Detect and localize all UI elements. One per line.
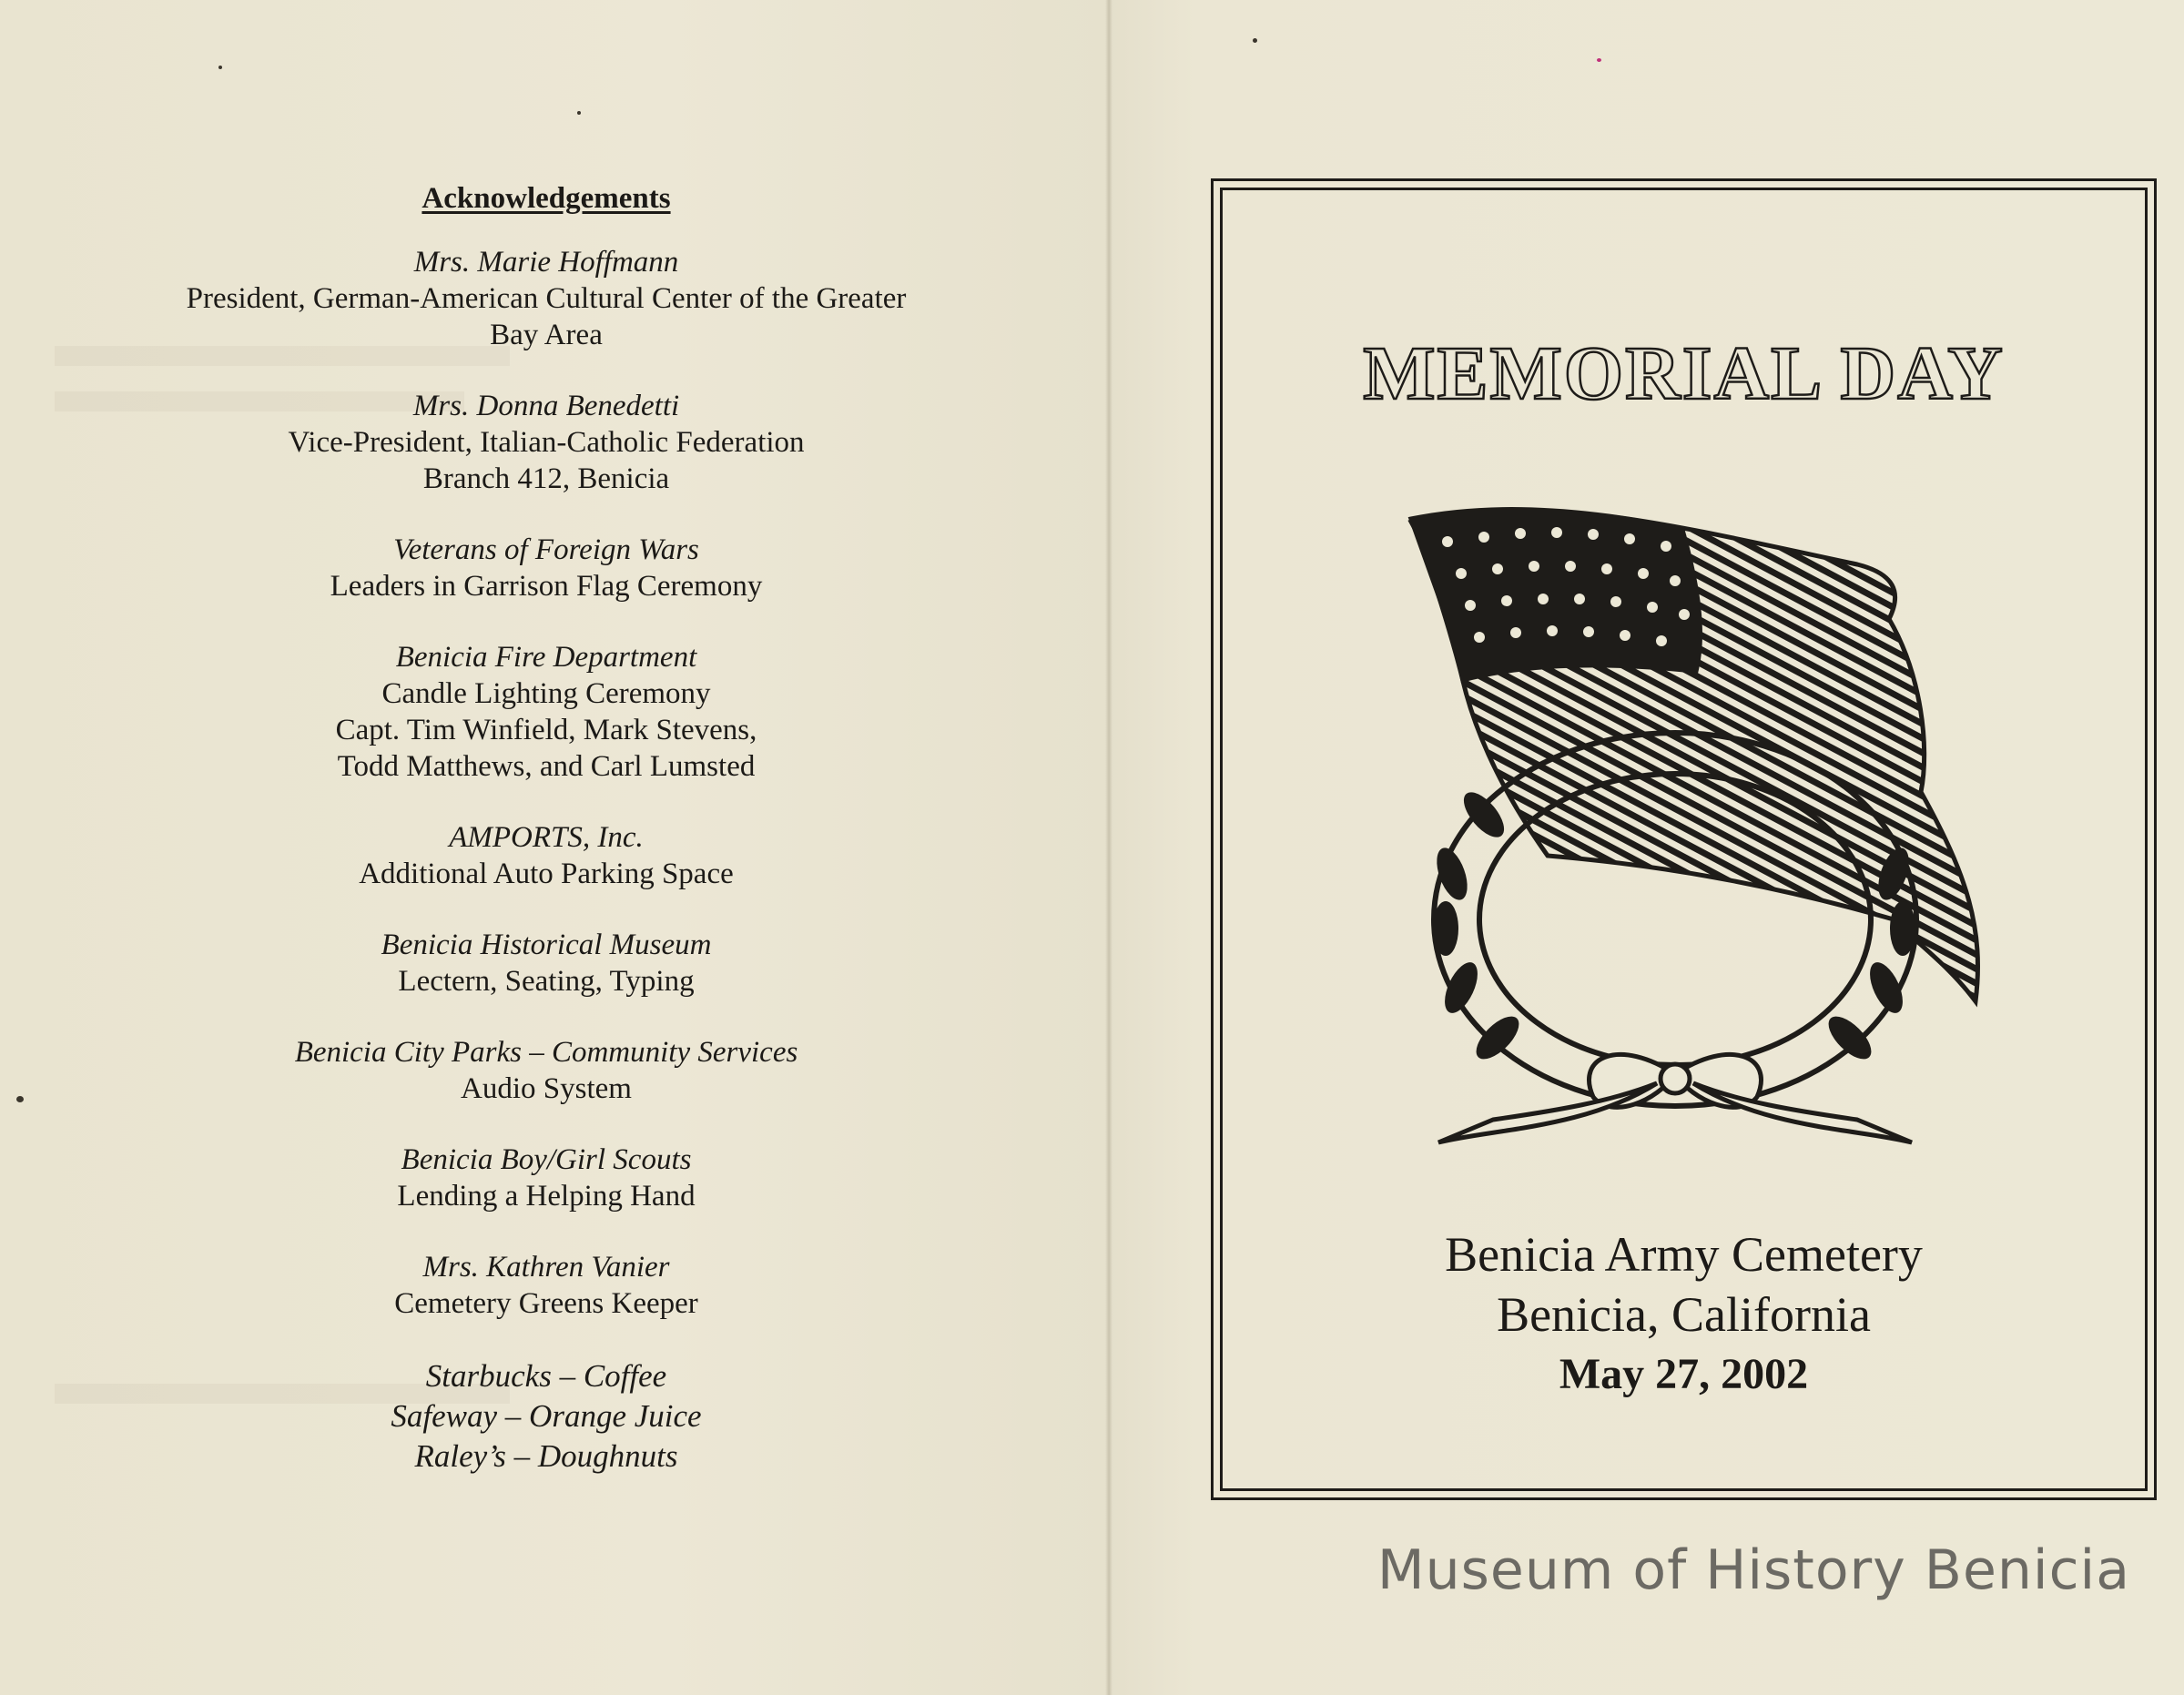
cemetery-name: Benicia Army Cemetery <box>1445 1227 1923 1282</box>
acknowledgement-name: Mrs. Kathren Vanier <box>422 1251 670 1284</box>
acknowledgement-name: Mrs. Marie Hoffmann <box>413 246 679 279</box>
wreath-bow <box>1438 1054 1912 1142</box>
cover-title: MEMORIAL DAY <box>1363 331 2005 416</box>
paper-speck <box>1253 38 1257 43</box>
acknowledgement-entry <box>146 1034 947 1107</box>
acknowledgement-entry <box>146 927 947 1000</box>
acknowledgement-line: Candle Lighting Ceremony <box>381 677 711 710</box>
acknowledgement-line: President, German-American Cultural Center of the Greater <box>186 282 907 315</box>
acknowledgement-line: Audio System <box>461 1072 632 1105</box>
acknowledgement-line: Capt. Tim Winfield, Mark Stevens, <box>335 714 757 746</box>
acknowledgement-line: Cemetery Greens Keeper <box>394 1287 698 1320</box>
acknowledgement-line: Leaders in Garrison Flag Ceremony <box>330 570 763 603</box>
acknowledgement-name: Benicia City Parks – Community Services <box>294 1036 798 1069</box>
acknowledgement-entry <box>146 639 947 785</box>
acknowledgement-entry <box>146 388 947 497</box>
acknowledgement-entry <box>146 532 947 604</box>
acknowledgement-name: AMPORTS, Inc. <box>449 821 644 854</box>
paper-speck <box>218 66 222 69</box>
acknowledgement-entry <box>146 244 947 353</box>
acknowledgements-heading: Acknowledgements <box>422 182 671 215</box>
acknowledgement-line: Lending a Helping Hand <box>397 1180 696 1213</box>
acknowledgement-name: Benicia Fire Department <box>395 641 697 674</box>
acknowledgement-name: Mrs. Donna Benedetti <box>412 390 680 422</box>
paper-speck <box>16 1096 24 1102</box>
paper-speck <box>1597 58 1601 62</box>
sponsor-list <box>146 1356 947 1477</box>
flag-and-wreath-illustration <box>1384 492 2021 1156</box>
acknowledgement-line: Branch 412, Benicia <box>422 462 670 495</box>
acknowledgements-section <box>146 180 947 1477</box>
acknowledgement-entry <box>146 1142 947 1214</box>
paper-speck <box>577 111 581 115</box>
acknowledgement-line: Vice-President, Italian-Catholic Federation <box>288 426 805 459</box>
acknowledgement-line: Additional Auto Parking Space <box>359 858 734 890</box>
acknowledgement-entry <box>146 1249 947 1322</box>
sponsor-item: Raley’s – Doughnuts <box>414 1438 678 1474</box>
city-state: Benicia, California <box>1497 1287 1871 1342</box>
acknowledgement-line: Lectern, Seating, Typing <box>398 965 695 998</box>
event-date: May 27, 2002 <box>1559 1350 1809 1398</box>
acknowledgement-name: Benicia Boy/Girl Scouts <box>401 1143 692 1176</box>
museum-watermark: Museum of History Benicia <box>1376 1538 2130 1602</box>
acknowledgement-line: Bay Area <box>490 319 603 351</box>
acknowledgement-name: Veterans of Foreign Wars <box>393 533 699 566</box>
acknowledgement-name: Benicia Historical Museum <box>381 929 712 961</box>
acknowledgement-entry <box>146 819 947 892</box>
acknowledgement-line: Todd Matthews, and Carl Lumsted <box>337 750 756 783</box>
cover-details <box>1220 1224 2148 1405</box>
sponsor-item: Safeway – Orange Juice <box>391 1398 702 1434</box>
sponsor-item: Starbucks – Coffee <box>425 1358 667 1394</box>
center-fold <box>1105 0 1112 1695</box>
